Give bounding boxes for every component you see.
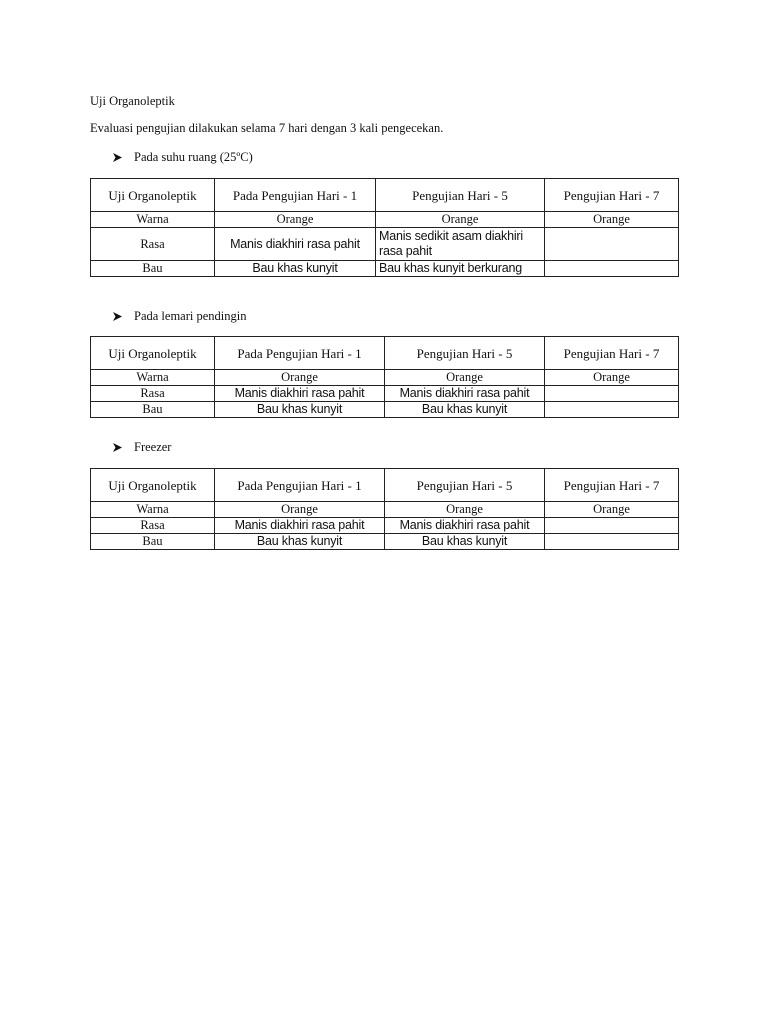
column-header: Uji Organoleptik <box>91 179 215 212</box>
table-cell: Bau khas kunyit <box>215 402 385 418</box>
table-cell: Bau khas kunyit <box>215 261 376 277</box>
table-cell: Warna <box>91 370 215 386</box>
table-row <box>91 386 679 402</box>
table-row <box>91 212 679 228</box>
column-header: Pengujian Hari - 7 <box>545 179 679 212</box>
table-cell: Bau <box>91 402 215 418</box>
table-cell: Orange <box>545 370 679 386</box>
section-heading-suhu-ruang <box>112 150 253 165</box>
table-cell: Bau <box>91 261 215 277</box>
table-cell: Rasa <box>91 518 215 534</box>
document-title: Uji Organoleptik <box>90 94 175 108</box>
table-cell: Orange <box>215 370 385 386</box>
table-header-row <box>91 179 679 212</box>
table-cell: Bau khas kunyit <box>215 534 385 550</box>
column-header: Pengujian Hari - 5 <box>385 337 545 370</box>
table-cell: Manis sedikit asam diakhiri rasa pahit <box>376 228 545 261</box>
column-header: Uji Organoleptik <box>91 337 215 370</box>
table-cell: Bau <box>91 534 215 550</box>
table-header-row <box>91 469 679 502</box>
table-cell: Manis diakhiri rasa pahit <box>215 386 385 402</box>
table-cell: Manis diakhiri rasa pahit <box>215 518 385 534</box>
section-heading-freezer <box>112 440 171 455</box>
table-cell: Orange <box>215 502 385 518</box>
table-cell: Orange <box>385 502 545 518</box>
table-cell: Rasa <box>91 228 215 261</box>
table-cell: Bau khas kunyit <box>385 534 545 550</box>
section-heading-label: Freezer <box>134 440 172 454</box>
column-header: Pengujian Hari - 5 <box>385 469 545 502</box>
table-header-row <box>91 337 679 370</box>
table-row <box>91 370 679 386</box>
table-row <box>91 228 679 261</box>
section-heading-label: Pada lemari pendingin <box>134 309 247 323</box>
table-cell: Orange <box>376 212 545 228</box>
arrow-bullet-icon <box>112 311 134 322</box>
table-cell <box>545 402 679 418</box>
column-header: Pada Pengujian Hari - 1 <box>215 337 385 370</box>
table-row <box>91 261 679 277</box>
table-cell <box>545 228 679 261</box>
table-cell: Manis diakhiri rasa pahit <box>215 228 376 261</box>
table-cell: Warna <box>91 212 215 228</box>
organoleptic-table-suhu-ruang <box>90 178 679 277</box>
table-cell: Orange <box>215 212 376 228</box>
column-header: Pengujian Hari - 7 <box>545 337 679 370</box>
column-header: Pengujian Hari - 5 <box>376 179 545 212</box>
table-cell <box>545 534 679 550</box>
intro-paragraph: Evaluasi pengujian dilakukan selama 7 hari dengan 3 kali pengecekan. <box>90 121 444 135</box>
table-cell <box>545 518 679 534</box>
column-header: Uji Organoleptik <box>91 469 215 502</box>
table-cell: Orange <box>545 212 679 228</box>
table-cell: Bau khas kunyit <box>385 402 545 418</box>
table-cell: Manis diakhiri rasa pahit <box>385 386 545 402</box>
arrow-bullet-icon <box>112 152 134 163</box>
table-cell <box>545 261 679 277</box>
table-row <box>91 534 679 550</box>
arrow-bullet-icon <box>112 442 134 453</box>
table-cell: Orange <box>545 502 679 518</box>
table-cell: Orange <box>385 370 545 386</box>
table-cell: Manis diakhiri rasa pahit <box>385 518 545 534</box>
table-row <box>91 518 679 534</box>
section-heading-lemari-pendingin <box>112 309 246 324</box>
table-row <box>91 402 679 418</box>
table-cell <box>545 386 679 402</box>
organoleptic-table-lemari-pendingin <box>90 336 679 418</box>
organoleptic-table-freezer <box>90 468 679 550</box>
table-row <box>91 502 679 518</box>
table-cell: Rasa <box>91 386 215 402</box>
column-header: Pengujian Hari - 7 <box>545 469 679 502</box>
table-cell: Bau khas kunyit berkurang <box>376 261 545 277</box>
column-header: Pada Pengujian Hari - 1 <box>215 469 385 502</box>
column-header: Pada Pengujian Hari - 1 <box>215 179 376 212</box>
section-heading-label: Pada suhu ruang (25ºC) <box>134 150 253 164</box>
table-cell: Warna <box>91 502 215 518</box>
